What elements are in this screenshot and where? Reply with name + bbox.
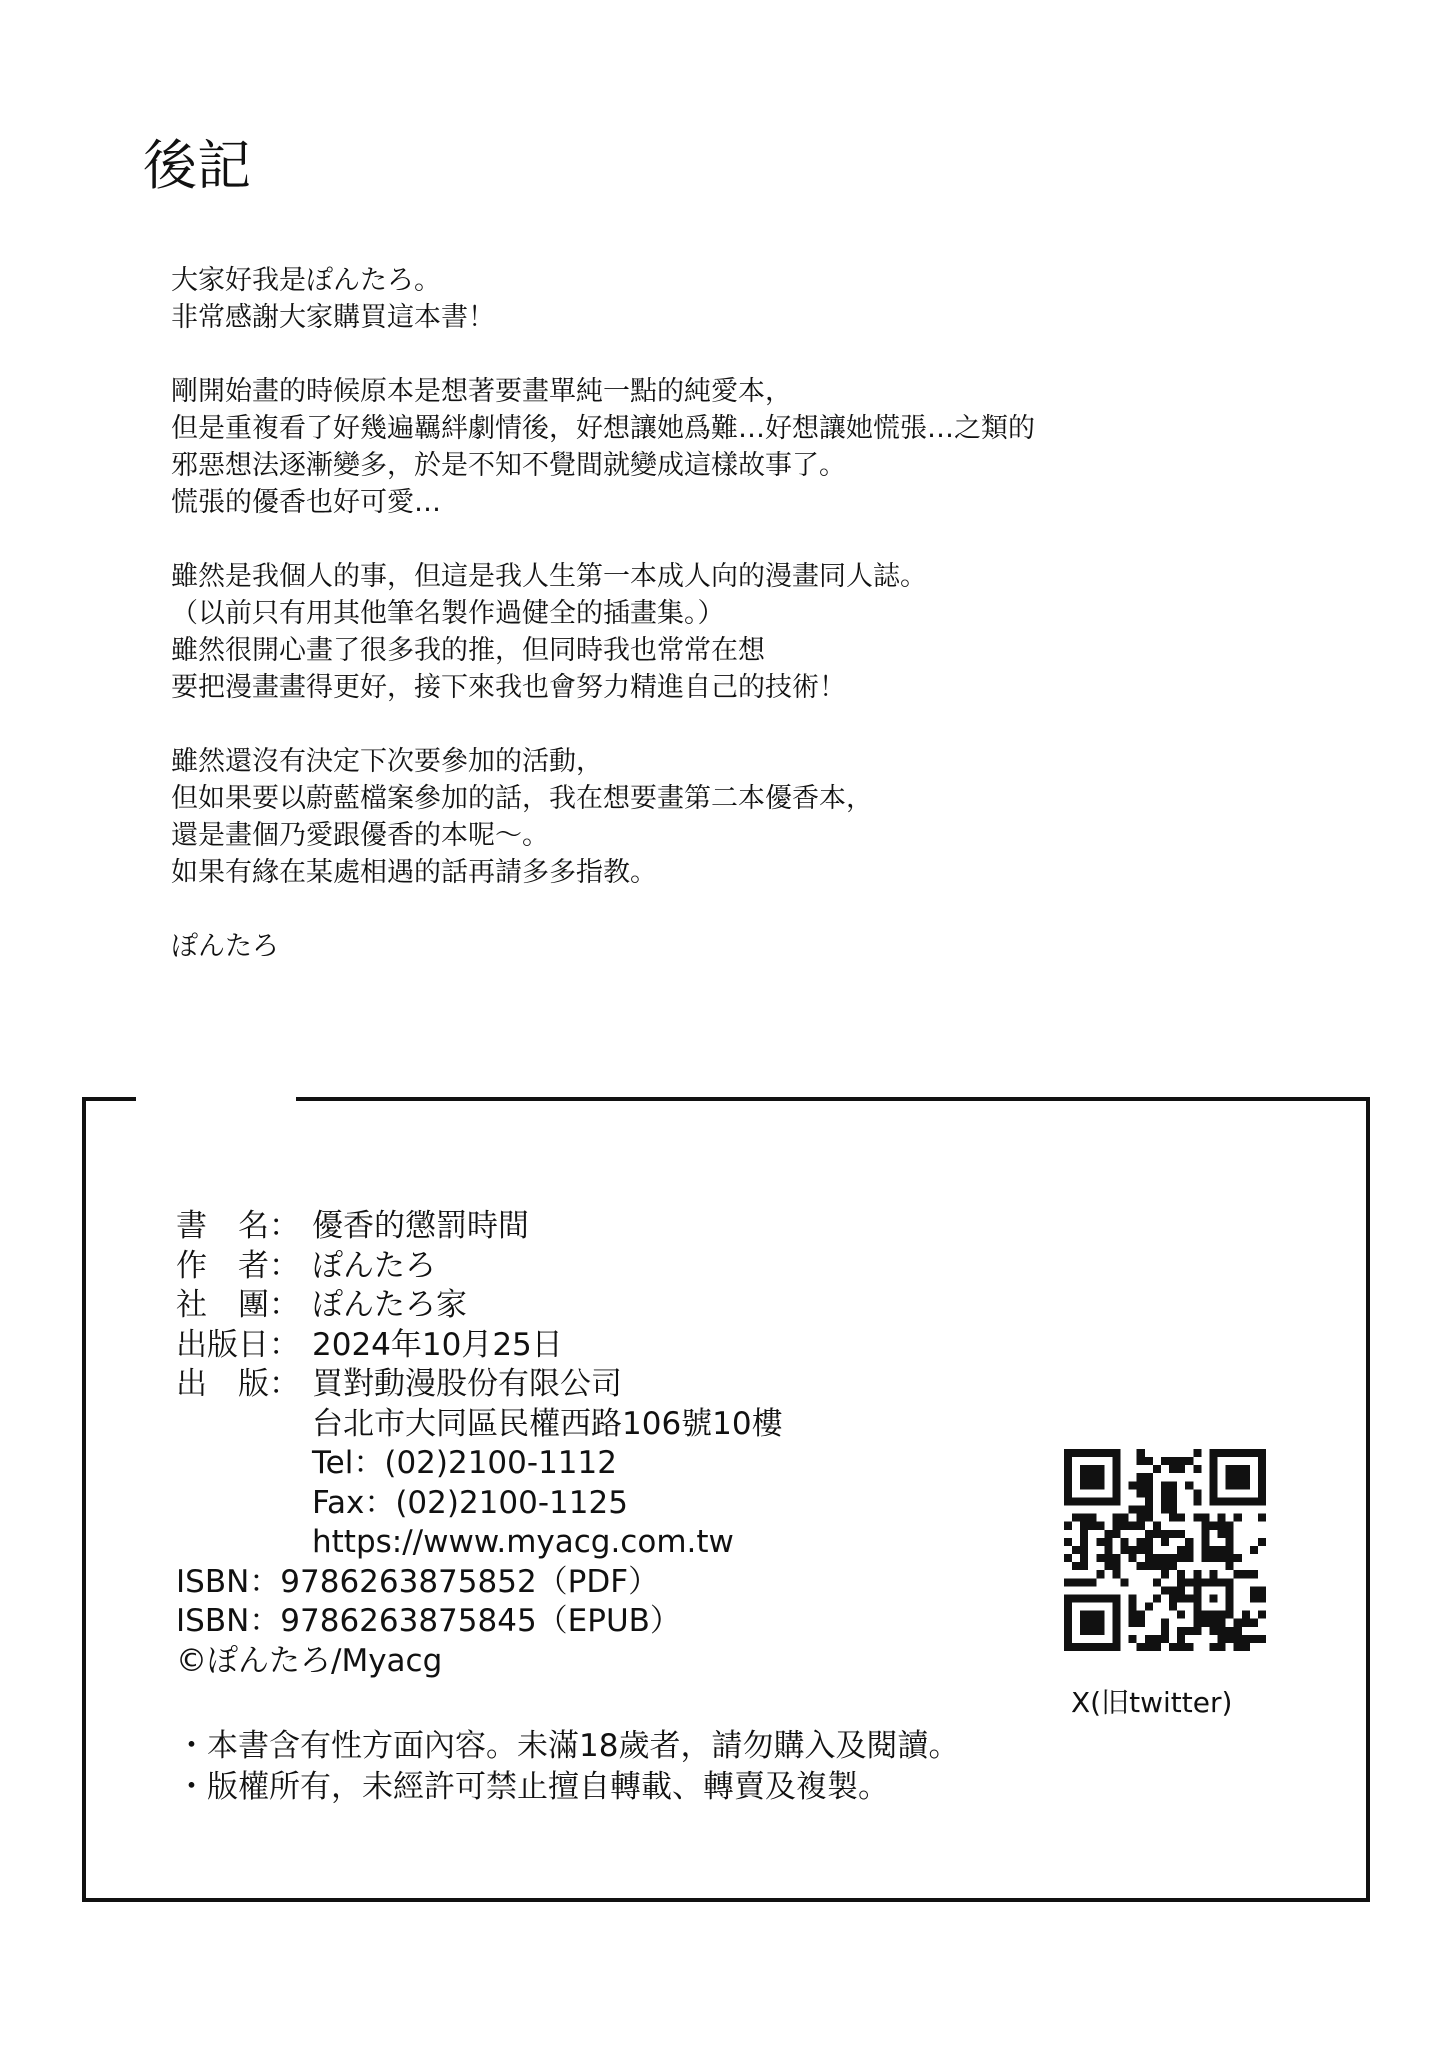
qr-module [1177,1594,1185,1602]
qr-module [1104,1546,1112,1554]
qr-module [1218,1530,1226,1538]
qr-module [1161,1635,1169,1643]
qr-module [1080,1554,1088,1562]
qr-module [1177,1465,1185,1473]
afterword-line: 雖然很開心畫了很多我的推，但同時我也常常在想 [171,635,765,666]
qr-module [1185,1538,1193,1546]
qr-module [1201,1514,1209,1522]
book-title-row [176,1207,783,1247]
qr-module [1072,1514,1080,1522]
qr-module [1226,1562,1234,1570]
qr-module [1080,1538,1088,1546]
book-title: 優香的懲罰時間 [312,1208,529,1244]
qr-module [1072,1546,1080,1554]
qr-module [1129,1603,1137,1611]
afterword-line: 邪惡想法逐漸變多，於是不知不覺間就變成這樣故事了。 [171,450,846,481]
qr-module [1080,1546,1088,1554]
qr-module [1234,1619,1242,1627]
qr-module [1218,1619,1226,1627]
qr-module [1193,1514,1201,1522]
qr-module [1218,1627,1226,1635]
qr-module [1137,1514,1145,1522]
qr-module [1185,1627,1193,1635]
qr-module [1226,1522,1234,1530]
qr-module [1201,1546,1209,1554]
qr-module [1209,1594,1217,1602]
afterword-line: 如果有緣在某處相遇的話再請多多指教。 [171,857,657,888]
qr-module [1153,1465,1161,1473]
qr-module [1145,1506,1153,1514]
qr-module [1185,1643,1193,1651]
qr-module [1193,1570,1201,1578]
isbn-epub: ISBN：9786263875845（EPUB） [176,1603,681,1639]
qr-module [1137,1481,1145,1489]
afterword-line: 要把漫畫畫得更好，接下來我也會努力精進自己的技術！ [171,672,846,703]
qr-module [1112,1530,1120,1538]
publisher-address: 台北市大同區民權西路106號10樓 [312,1405,783,1442]
afterword-line: 還是畫個乃愛跟優香的本呢〜。 [171,820,549,851]
qr-module [1137,1643,1145,1651]
qr-module [1161,1619,1169,1627]
qr-module [1234,1635,1242,1643]
qr-module [1218,1643,1226,1651]
qr-module [1177,1570,1185,1578]
qr-module [1242,1619,1250,1627]
qr-module [1193,1619,1201,1627]
qr-module [1209,1619,1217,1627]
qr-module [1209,1643,1217,1651]
qr-module [1161,1570,1169,1578]
publisher-url: https://www.myacg.com.tw [312,1524,734,1560]
qr-module [1121,1546,1129,1554]
qr-module [1218,1522,1226,1530]
publisher-tel: Tel：(02)2100-1112 [312,1445,617,1481]
qr-module [1234,1554,1242,1562]
qr-module [1226,1538,1234,1546]
qr-module [1218,1546,1226,1554]
qr-module [1072,1562,1080,1570]
qr-module [1112,1570,1120,1578]
qr-module [1153,1562,1161,1570]
qr-module [1258,1635,1266,1643]
qr-module [1129,1554,1137,1562]
qr-module [1096,1570,1104,1578]
qr-module [1145,1457,1153,1465]
qr-module [1153,1554,1161,1562]
afterword-line: （以前只有用其他筆名製作過健全的插畫集。） [171,598,725,629]
qr-module [1145,1554,1153,1562]
qr-module [1153,1522,1161,1530]
qr-module [1112,1554,1120,1562]
qr-module [1226,1635,1234,1643]
qr-module [1201,1554,1209,1562]
border-gap [136,1095,296,1103]
qr-module [1226,1465,1250,1489]
qr-module [1112,1522,1120,1530]
qr-module [1088,1578,1096,1586]
qr-module [1161,1457,1169,1465]
qr-code-icon [1064,1449,1266,1651]
qr-module [1258,1611,1266,1619]
qr-module [1226,1554,1234,1562]
qr-module [1121,1514,1129,1522]
book-title-label: 書 名： [176,1208,300,1244]
qr-module [1169,1554,1177,1562]
circle-row [176,1286,783,1326]
qr-module [1177,1554,1185,1562]
qr-module [1161,1506,1169,1514]
qr-module [1145,1603,1153,1611]
afterword-line: 慌張的優香也好可愛… [171,487,441,518]
qr-module [1161,1489,1169,1497]
qr-module [1096,1538,1104,1546]
qr-module [1153,1530,1161,1538]
qr-module [1209,1570,1217,1578]
qr-module [1137,1619,1145,1627]
publisher-label: 出 版： [176,1366,300,1402]
qr-module [1137,1538,1145,1546]
qr-module [1129,1481,1137,1489]
qr-module [1201,1530,1209,1538]
author-label: 作 者： [176,1247,300,1284]
qr-module [1137,1546,1145,1554]
qr-module [1177,1643,1185,1651]
qr-module [1137,1611,1145,1619]
publisher-fax: Fax：(02)2100-1125 [312,1484,628,1521]
qr-module [1145,1562,1153,1570]
colophon-info [176,1207,783,1681]
qr-module [1145,1497,1153,1505]
qr-module [1096,1522,1104,1530]
qr-module [1072,1578,1080,1586]
author-row [176,1247,783,1287]
qr-module [1088,1522,1096,1530]
qr-module [1250,1586,1258,1594]
qr-module [1242,1635,1250,1643]
notice-item: ・版權所有，未經許可禁止擅自轉載、轉賣及複製。 [176,1769,889,1805]
qr-module [1218,1514,1226,1522]
qr-module [1088,1514,1096,1522]
qr-module [1169,1530,1177,1538]
qr-module [1145,1635,1153,1643]
qr-module [1169,1497,1177,1505]
qr-module [1169,1586,1177,1594]
qr-module [1080,1522,1088,1530]
qr-module [1145,1473,1153,1481]
qr-module [1185,1594,1193,1602]
qr-module [1209,1627,1217,1635]
afterword-paragraph [171,262,1321,336]
qr-module [1104,1562,1112,1570]
qr-module [1234,1570,1242,1578]
afterword-paragraph [171,558,1321,706]
qr-module [1177,1530,1185,1538]
qr-module [1258,1538,1266,1546]
qr-module [1209,1554,1217,1562]
qr-module [1153,1643,1161,1651]
qr-module [1121,1522,1129,1530]
qr-module [1112,1514,1120,1522]
afterword-line: 雖然還沒有決定下次要參加的活動， [171,746,603,777]
qr-module [1137,1449,1145,1457]
qr-module [1145,1643,1153,1651]
qr-module [1177,1546,1185,1554]
afterword-line: 非常感謝大家購買這本書！ [171,302,495,333]
qr-module [1193,1465,1201,1473]
qr-module [1185,1546,1193,1554]
qr-module [1064,1522,1072,1530]
qr-module [1145,1481,1153,1489]
afterword-line: 但如果要以蔚藍檔案參加的話，我在想要畫第二本優香本， [171,783,873,814]
qr-module [1161,1538,1169,1546]
qr-module [1153,1594,1161,1602]
date-row [176,1326,783,1366]
qr-module [1104,1530,1112,1538]
qr-module [1137,1457,1145,1465]
qr-module [1161,1481,1169,1489]
qr-module [1137,1522,1145,1530]
qr-module [1153,1635,1161,1643]
qr-module [1064,1554,1072,1562]
qr-module [1169,1481,1177,1489]
date-label: 出版日： [176,1326,300,1363]
qr-module [1137,1562,1145,1570]
qr-module [1177,1635,1185,1643]
qr-module [1104,1554,1112,1562]
qr-module [1121,1538,1129,1546]
publish-date: 2024年10月25日 [312,1326,563,1363]
notice-item: ・本書含有性方面內容。未滿18歲者，請勿購入及閱讀。 [176,1728,960,1764]
qr-module [1169,1562,1177,1570]
circle: ぽんたろ家 [312,1287,467,1323]
afterword-line: 剛開始畫的時候原本是想著要畫單純一點的純愛本， [171,376,792,407]
qr-module [1129,1594,1137,1602]
qr-module [1193,1627,1201,1635]
qr-module [1145,1489,1153,1497]
qr-module [1145,1530,1153,1538]
qr-module [1169,1643,1177,1651]
qr-module [1242,1611,1250,1619]
qr-module [1258,1594,1266,1602]
qr-module [1129,1611,1137,1619]
qr-module [1169,1594,1177,1602]
qr-module [1209,1522,1217,1530]
qr-module [1258,1514,1266,1522]
qr-module [1177,1514,1185,1522]
qr-module [1242,1643,1250,1651]
qr-module [1250,1594,1258,1602]
qr-module [1121,1578,1129,1586]
afterword-line: 雖然是我個人的事，但這是我人生第一本成人向的漫畫同人誌。 [171,561,927,592]
qr-module [1161,1497,1169,1505]
qr-module [1169,1514,1177,1522]
qr-module [1234,1627,1242,1635]
qr-module [1250,1635,1258,1643]
qr-module [1177,1627,1185,1635]
qr-module [1169,1465,1177,1473]
publisher: 買對動漫股份有限公司 [312,1366,622,1402]
qr-module [1145,1546,1153,1554]
page-title: 後記 [143,134,251,197]
qr-module [1104,1538,1112,1546]
signature: ぽんたろ [171,931,279,962]
qr-module [1161,1627,1169,1635]
qr-module [1169,1457,1177,1465]
qr-module [1185,1457,1193,1465]
qr-module [1250,1619,1258,1627]
circle-label: 社 團： [176,1287,300,1323]
qr-module [1209,1546,1217,1554]
qr-module [1226,1530,1234,1538]
afterword-paragraph [171,373,1321,521]
qr-module [1080,1578,1088,1586]
qr-module [1129,1619,1137,1627]
afterword-line: 大家好我是ぽんたろ。 [171,265,441,296]
qr-module [1177,1457,1185,1465]
qr-module [1185,1481,1193,1489]
qr-module [1250,1546,1258,1554]
qr-module [1193,1489,1201,1497]
qr-module [1258,1586,1266,1594]
qr-module [1064,1578,1072,1586]
qr-module [1169,1603,1177,1611]
qr-module [1234,1643,1242,1651]
qr-module [1185,1554,1193,1562]
qr-module [1169,1506,1177,1514]
qr-module [1080,1514,1088,1522]
qr-module [1177,1586,1185,1594]
copyright: ©ぽんたろ/Myacg [176,1642,443,1679]
notices [176,1726,959,1808]
qr-module [1242,1570,1250,1578]
qr-module [1129,1506,1137,1514]
qr-module [1064,1538,1072,1546]
qr-module [1218,1554,1226,1562]
qr-module [1161,1562,1169,1570]
qr-module [1080,1530,1088,1538]
afterword-paragraph [171,743,1321,891]
qr-module [1185,1578,1193,1586]
qr-module [1218,1635,1226,1643]
qr-module [1226,1627,1234,1635]
qr-module [1112,1562,1120,1570]
qr-module [1161,1554,1169,1562]
qr-module [1137,1473,1145,1481]
qr-module [1201,1619,1209,1627]
qr-module [1193,1449,1201,1457]
qr-module [1161,1586,1169,1594]
isbn-pdf: ISBN：9786263875852（PDF） [176,1563,660,1600]
qr-module [1145,1538,1153,1546]
qr-module [1226,1546,1234,1554]
qr-module [1137,1506,1145,1514]
qr-module [1080,1465,1104,1489]
author: ぽんたろ [312,1247,436,1284]
qr-module [1129,1546,1137,1554]
qr-module [1234,1514,1242,1522]
qr-module [1193,1497,1201,1505]
qr-module [1129,1522,1137,1530]
publisher-row [176,1365,783,1405]
qr-module [1201,1538,1209,1546]
qr-module [1177,1578,1185,1586]
qr-module [1137,1489,1145,1497]
afterword-line: 但是重複看了好幾遍羈絆劇情後，好想讓她爲難…好想讓她慌張…之類的 [171,413,1035,444]
qr-module [1161,1530,1169,1538]
qr-module [1129,1635,1137,1643]
qr-module [1145,1514,1153,1522]
qr-module [1177,1611,1185,1619]
colophon-box [82,1097,1370,1902]
qr-module [1096,1554,1104,1562]
qr-module [1080,1562,1088,1570]
qr-module [1201,1522,1209,1530]
qr-module [1153,1578,1161,1586]
qr-caption: X(旧twitter) [1071,1686,1233,1719]
afterword-text [171,262,1321,965]
qr-module [1250,1570,1258,1578]
qr-module [1080,1611,1104,1635]
qr-module [1169,1489,1177,1497]
